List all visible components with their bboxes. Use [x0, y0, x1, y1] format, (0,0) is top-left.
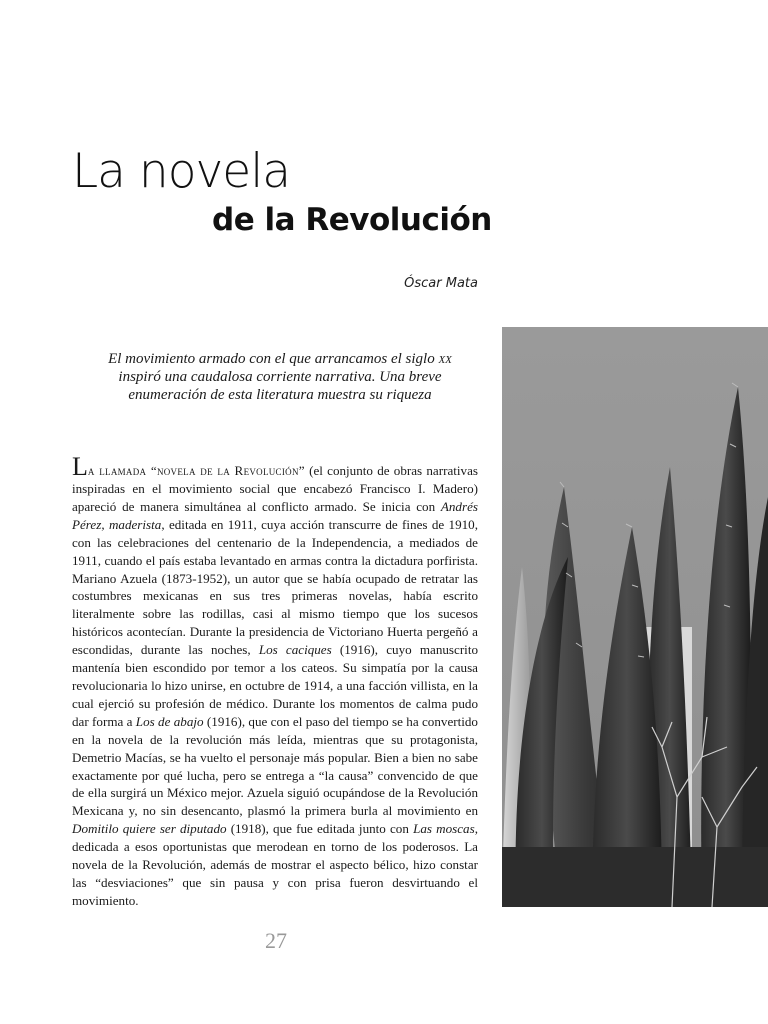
page-number: 27 [265, 928, 287, 953]
body-text: (1916), cuyo manuscrito mantenía bien escondido por temor a los cateos. Su simpatía por la causa revolucionaria lo hizo unirse, en octubre de 1914, a una facción villista, en la cual ejerció su profesión de médico. Durante los momentos de calma pudo dar forma a [72, 642, 479, 729]
drop-cap: L [72, 452, 88, 481]
author-name: Óscar Mata [404, 276, 478, 291]
book-title: Andrés Pérez, maderista [72, 498, 478, 532]
body-text: (el conjunto de obras narrativas inspiradas en el movimiento social que encabezó Francisco I. Madero) apareció de manera simultánea al conflicto armado. Se inicia con [72, 463, 478, 514]
book-title: Las moscas [413, 821, 475, 837]
abstract-text-2: inspiró una caudalosa corriente narrativa. Una breve enumeración de esta literatura muestra su riqueza [118, 369, 442, 403]
article-title: La novela [72, 144, 291, 199]
book-title: Domitilo quiere ser diputado [72, 821, 227, 837]
abstract-text-1: El movimiento armado con el que arrancamos el siglo [108, 351, 439, 367]
article-body [72, 454, 478, 910]
body-text: (1918), que fue editada junto con [226, 821, 414, 837]
article-subtitle: de la Revolución [212, 202, 492, 238]
book-title: Los de abajo [135, 713, 204, 729]
body-text: , editada en 1911, cuya acción transcurre de fines de 1910, con las celebraciones del centenario de la Independencia, a mediados de 1911, cuando el país estaba levantado en armas contra la dictadura porfirista. Mariano Azuela (1873-1952), un autor que se había ocupado de retratar las costumbres mexicanas en sus tres primeras novelas, había escrito literalmente sobre las rodillas, casi al mismo tiempo que los sucesos históricos acontecían. Durante la presidencia de Victoriano Huerta pergeñó a escondidas, durante las noches, [72, 516, 478, 658]
book-title: Los caciques [258, 642, 332, 658]
abstract-century: xx [438, 351, 452, 367]
agave-illustration [502, 327, 768, 907]
body-text: , dedicada a esos oportunistas que merodean en torno de los poderosos. La novela de la Revolución, además de mostrar el aspecto bélico, hizo constar las “desviaciones” que sin pausa y con prisa fueron desvirtuando el movimiento. [72, 821, 478, 908]
lead-in: a llamada “novela de la Revolución” [87, 463, 305, 478]
agave-photo [502, 327, 768, 907]
body-text: (1916), que con el paso del tiempo se ha convertido en la novela de la revolución más leída, mientras que su protagonista, Demetrio Macías, se ha vuelto el personaje más popular. Bien a bien no sabe exactamente por qué lucha, pero se entrega a “la causa” convencido de que de ella surgirá un México mejor. Azuela siguió ocupándose de la Revolución Mexicana y, no sin desencanto, plasmó la primera burla al movimiento en [72, 713, 478, 819]
article-abstract [88, 350, 472, 404]
